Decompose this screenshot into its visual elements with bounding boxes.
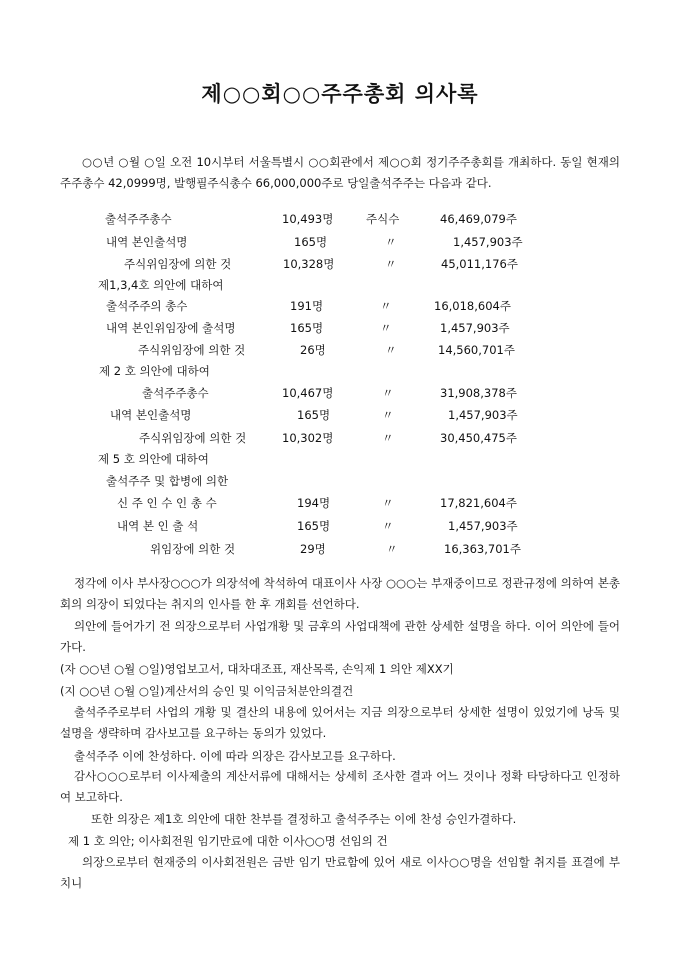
row-shares: 1,457,903주 (440, 321, 510, 335)
row-label: 출석주주의 총수 (106, 299, 188, 313)
row-count: 194명 (297, 496, 331, 510)
body-paragraph: 출석주주로부터 사업의 개황 및 결산의 내용에 있어서는 지금 의장으로부터 상세한 설명이 있었기에 낭독 및 설명을 생략하며 감사보고를 요구하는 동의가 있었다. (60, 705, 620, 740)
row-label: 제1,3,4호 의안에 대하여 (98, 278, 224, 292)
document-title: 제○○회○○주주총회 의사록 (201, 82, 479, 106)
row-label: 출석주주총수 (105, 212, 172, 226)
table-section-heading (0, 473, 680, 493)
table-row (0, 541, 680, 561)
table-row (0, 430, 680, 450)
row-label2: 〃 (382, 496, 394, 510)
table-row (0, 407, 680, 427)
table-row (0, 342, 680, 362)
row-label2: 〃 (382, 431, 394, 445)
row-label: 내역 본인출석명 (110, 408, 192, 422)
row-shares: 1,457,903주 (448, 519, 518, 533)
row-shares: 17,821,604주 (440, 496, 517, 510)
row-label2: 〃 (380, 321, 392, 335)
table-row (0, 211, 680, 231)
intro-paragraph: ○○년 ○월 ○일 오전 10시부터 서울특별시 ○○회관에서 제○○회 정기주주총회를 개최하다. 동일 현재의 주주총수 42,0999명, 발행필주식총수 66,000,000주로 당일출석주주는 다음과 같다. (60, 155, 620, 190)
row-label: 신 주 인 수 인 총 수 (117, 496, 217, 510)
row-label2: 〃 (380, 299, 392, 313)
body-paragraph: 감사○○○로부터 이사제출의 계산서류에 대해서는 상세히 조사한 결과 어느 것이나 정확 타당하다고 인정하여 보고하다. (60, 769, 620, 804)
row-shares: 31,908,378주 (440, 386, 517, 400)
row-count: 10,302명 (282, 431, 334, 445)
row-label2: 〃 (386, 542, 398, 556)
row-label2: 〃 (385, 235, 397, 249)
row-label2: 〃 (382, 408, 394, 422)
table-section-heading (0, 451, 680, 471)
body-line: (지 ○○년 ○월 ○일)계산서의 승인 및 이익금처분안의결건 (60, 684, 354, 698)
row-count: 29명 (300, 542, 326, 556)
row-label: 출석주주총수 (142, 386, 209, 400)
row-label: 위임장에 의한 것 (150, 542, 236, 556)
row-count: 10,493명 (282, 212, 334, 226)
row-count: 165명 (297, 408, 331, 422)
table-row (0, 385, 680, 405)
row-label: 제 5 호 의안에 대하여 (98, 452, 209, 466)
row-count: 165명 (297, 519, 331, 533)
body-paragraph: 의안에 들어가기 전 의장으로부터 사업개황 및 금후의 사업대책에 관한 상세한 설명을 하다. 이어 의안에 들어가다. (60, 619, 620, 654)
row-label2: 〃 (382, 519, 394, 533)
row-label: 내역 본 인 출 석 (117, 519, 199, 533)
row-label2: 주식수 (366, 212, 400, 226)
table-row (0, 320, 680, 340)
agenda-item-heading: 제 1 호 의안; 이사회전원 임기만료에 대한 이사○○명 선임의 건 (68, 834, 388, 848)
row-shares: 1,457,903주 (448, 408, 518, 422)
table-row (0, 495, 680, 515)
row-count: 165명 (290, 321, 324, 335)
row-count: 191명 (290, 299, 324, 313)
row-count: 26명 (300, 343, 326, 357)
row-shares: 16,018,604주 (434, 299, 511, 313)
row-label2: 〃 (385, 343, 397, 357)
body-paragraph: 정각에 이사 부사장○○○가 의장석에 착석하여 대표이사 사장 ○○○는 부재중이므로 정관규정에 의하여 본총회의 의장이 되었다는 취지의 인사를 한 후 개회를 선언하다. (60, 576, 620, 611)
row-label: 출석주주 및 합병에 의한 (106, 474, 229, 488)
row-label2: 〃 (385, 257, 397, 271)
body-line: (자 ○○년 ○월 ○일)영업보고서, 대차대조표, 재산목록, 손익제 1 의안 제XX기 (60, 662, 454, 676)
body-paragraph: 의장으로부터 현재중의 이사회전원은 금반 임기 만료함에 있어 새로 이사○○명을 선임할 취지를 표결에 부치니 (60, 855, 620, 890)
row-label: 제 2 호 의안에 대하여 (99, 364, 210, 378)
row-shares: 30,450,475주 (440, 431, 517, 445)
table-row (0, 298, 680, 318)
table-row (0, 518, 680, 538)
row-label: 주식위임장에 의한 것 (124, 257, 232, 271)
row-shares: 45,011,176주 (441, 257, 518, 271)
row-shares: 46,469,079주 (440, 212, 517, 226)
row-shares: 1,457,903주 (453, 235, 523, 249)
table-row (0, 234, 680, 254)
row-count: 10,467명 (282, 386, 334, 400)
row-label2: 〃 (382, 386, 394, 400)
row-count: 10,328명 (283, 257, 335, 271)
table-section-heading (0, 277, 680, 297)
body-line: 또한 의장은 제1호 의안에 대한 찬부를 결정하고 출석주주는 이에 찬성 승인가결하다. (91, 812, 517, 826)
row-label: 내역 본인출석명 (106, 235, 188, 249)
row-label: 내역 본인위임장에 출석명 (106, 321, 236, 335)
table-section-heading (0, 363, 680, 383)
row-count: 165명 (294, 235, 328, 249)
body-line: 출석주주 이에 찬성하다. 이에 따라 의장은 감사보고를 요구하다. (74, 749, 396, 763)
row-label: 주식위임장에 의한 것 (138, 343, 246, 357)
row-shares: 14,560,701주 (438, 343, 515, 357)
table-row (0, 256, 680, 276)
row-shares: 16,363,701주 (444, 542, 521, 556)
row-label: 주식위임장에 의한 것 (139, 431, 247, 445)
